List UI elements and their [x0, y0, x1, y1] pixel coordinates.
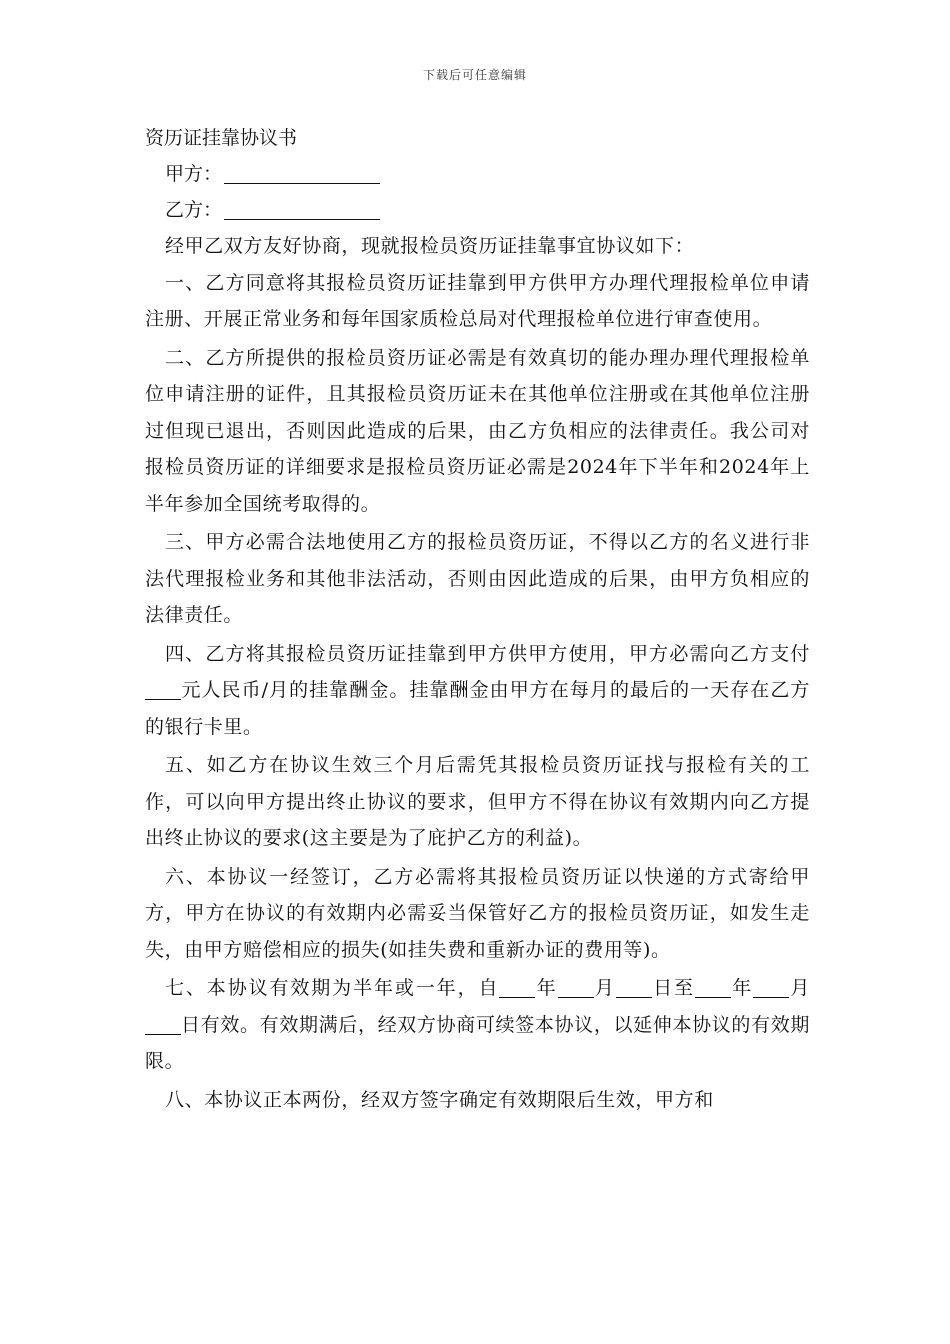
year-label-2: 年: [730, 977, 754, 999]
party-b-line: [145, 192, 810, 228]
start-year-blank: [499, 975, 535, 998]
clause-4: [145, 636, 810, 746]
clause-2: 二、乙方所提供的报检员资历证必需是有效真切的能办理办理代理报检单位申请注册的证件，且其报检员资历证未在其他单位注册或在其他单位注册过但现已退出，否则因此造成的后果，由乙方负相应的法律责任。我公司对报检员资历证的详细要求是报检员资历证必需是2024年下半年和2024年上半年参加全国统考取得的。: [145, 346, 810, 515]
clause-6: 六、本协议一经签订，乙方必需将其报检员资历证以快递的方式寄给甲方，甲方在协议的有效期内必需妥当保管好乙方的报检员资历证，如发生走失，由甲方赔偿相应的损失(如挂失费和重新办证的费用等)。: [145, 865, 810, 961]
clause-7-part-a: 七、本协议有效期为半年或一年，自: [165, 977, 500, 999]
clause-4-part-a: 四、乙方将其报检员资历证挂靠到甲方供甲方使用，甲方必需向乙方支付: [165, 642, 810, 665]
clause-4-part-b: 元人民币/月的挂靠酬金。挂靠酬金由甲方在每月的最后的一天存在乙方的银行卡里。: [145, 679, 810, 738]
start-day-blank: [616, 975, 652, 998]
party-b-label: 乙方：: [165, 199, 223, 221]
month-label: 月: [593, 977, 616, 999]
end-year-blank: [695, 975, 731, 998]
month-label-2: 月: [789, 977, 810, 999]
document-body: [145, 120, 810, 1120]
party-a-label: 甲方：: [165, 163, 223, 185]
party-a-line: [145, 156, 810, 192]
clause-3: 三、甲方必需合法地使用乙方的报检员资历证，不得以乙方的名义进行非法代理报检业务和其他非法活动，否则由因此造成的后果，由甲方负相应的法律责任。: [145, 531, 810, 626]
start-month-blank: [558, 975, 594, 998]
day-to-label: 日至: [651, 977, 695, 999]
clause-7-end: 日有效。有效期满后，经双方协商可续签本协议，以延伸本协议的有效期限。: [145, 1013, 810, 1072]
end-month-blank: [753, 975, 789, 998]
party-b-blank: [224, 197, 380, 220]
clause-1: 一、乙方同意将其报检员资历证挂靠到甲方供甲方办理代理报检单位申请注册、开展正常业务和每年国家质检总局对代理报检单位进行审查使用。: [145, 271, 810, 330]
clause-8: 八、本协议正本两份，经双方签字确定有效期限后生效，甲方和: [165, 1088, 714, 1111]
clause-7: [145, 970, 810, 1080]
year-label: 年: [535, 977, 558, 999]
document-title: 资历证挂靠协议书: [145, 127, 298, 149]
header-note: 下载后可任意编辑: [422, 68, 527, 82]
party-a-blank: [224, 161, 380, 184]
intro-paragraph: 经甲乙双方友好协商，现就报检员资历证挂靠事宜协议如下：: [165, 235, 695, 257]
end-day-blank: [145, 1012, 181, 1035]
clause-5: 五、如乙方在协议生效三个月后需凭其报检员资历证找与报检有关的工作，可以向甲方提出终止协议的要求，但甲方不得在协议有效期内向乙方提出终止协议的要求(这主要是为了庇护乙方的利益)。: [145, 754, 810, 849]
fee-blank: [145, 677, 181, 700]
